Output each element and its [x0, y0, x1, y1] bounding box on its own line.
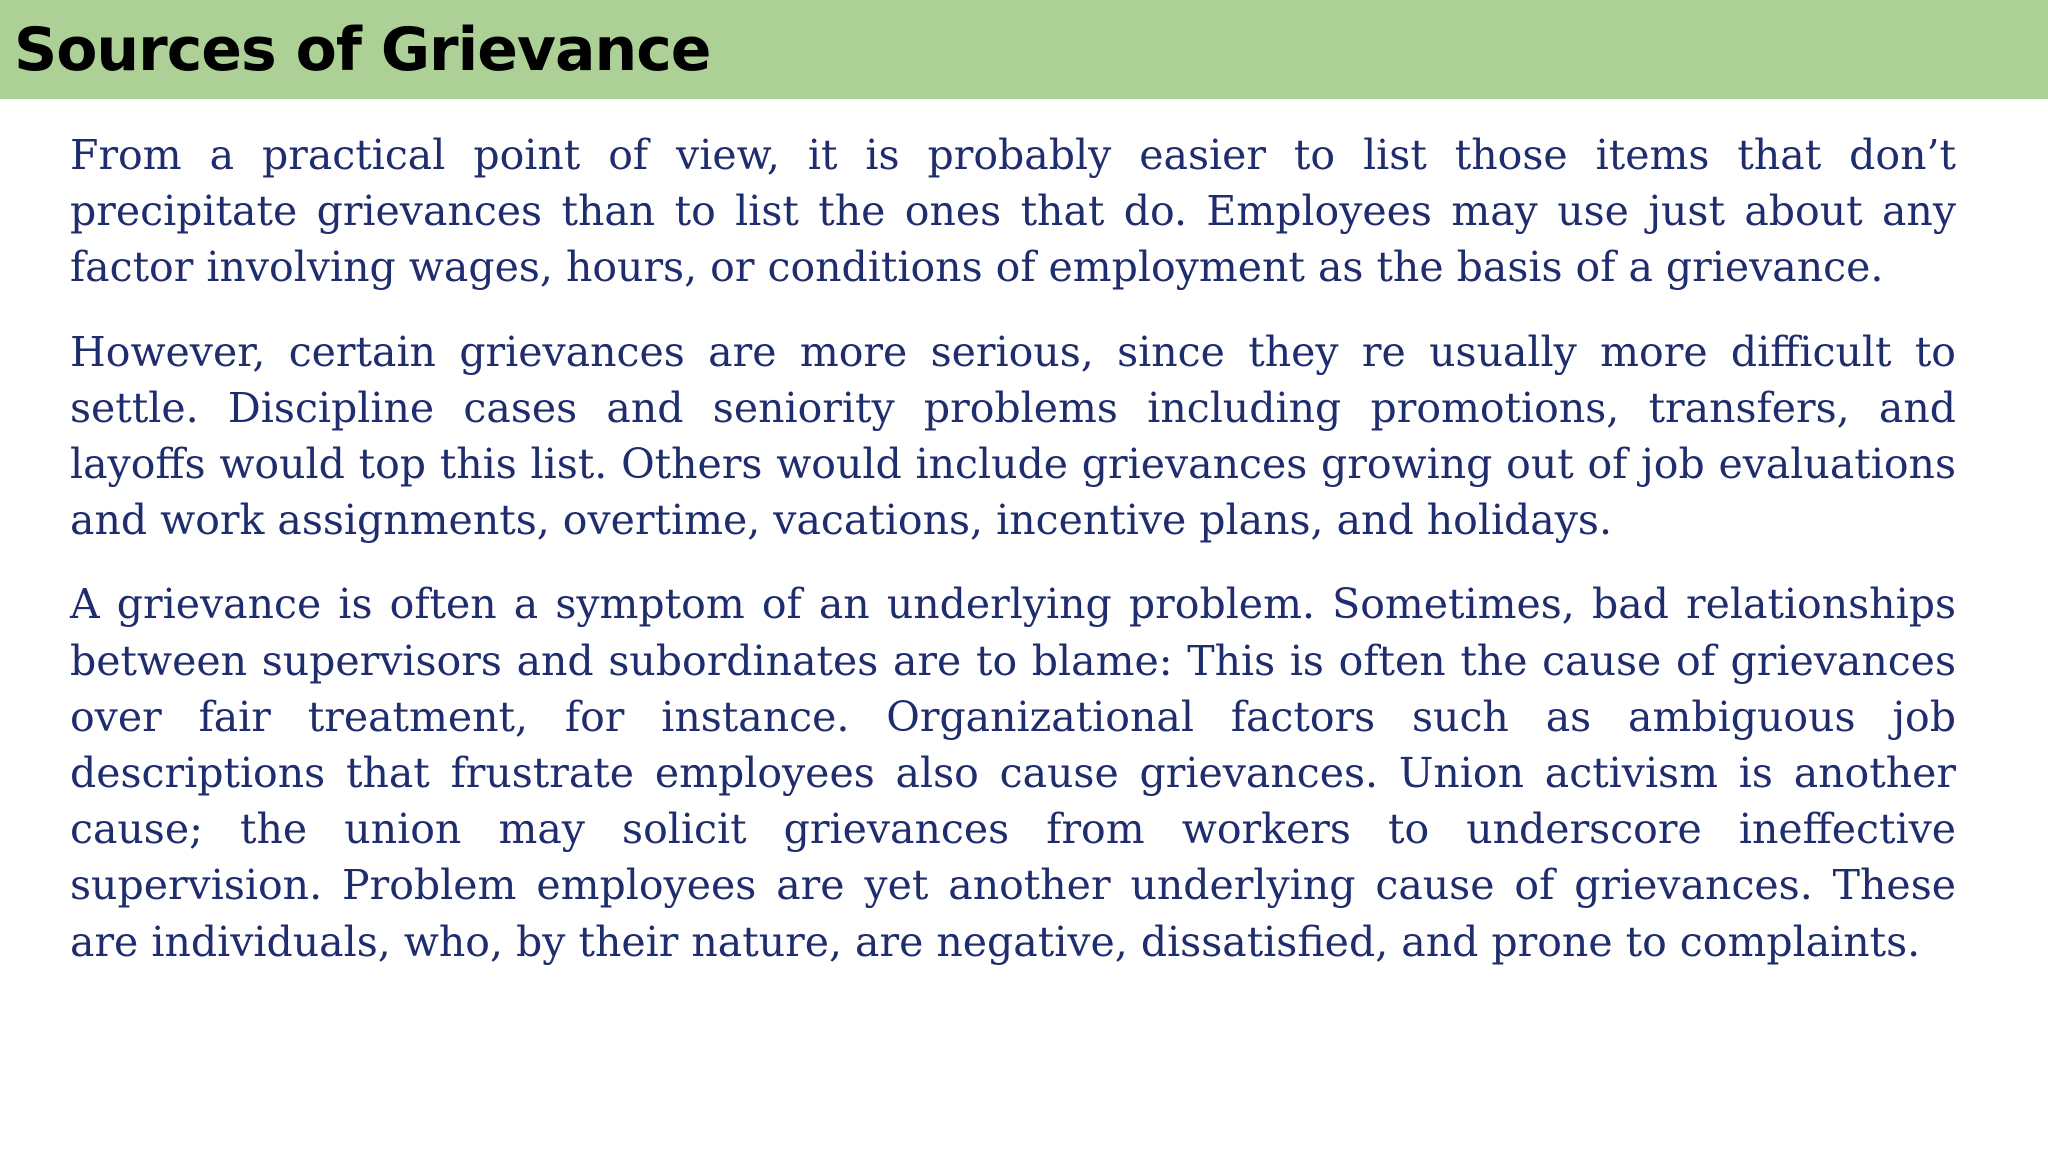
- slide-body: [70, 127, 1956, 970]
- slide-title: Sources of Grievance: [14, 15, 711, 85]
- title-bar: [0, 0, 2048, 99]
- paragraph-practical-view: From a practical point of view, it is probably easier to list those items that don’t precipitate grievances than to list the ones that do. Employees may use just about any factor involving wages, hours, or conditions of employment as the basis of a grievance.: [70, 131, 1956, 292]
- paragraph-underlying-problem: A grievance is often a symptom of an underlying problem. Sometimes, bad relationships between supervisors and subordinates are to blame: This is often the cause of grievances over fair treatment, for instance. Organizational factors such as ambiguous job descriptions that frustrate employees also cause grievances. Union activism is another cause; the union may solicit grievances from workers to underscore ineffective supervision. Problem employees are yet another underlying cause of grievances. These are individuals, who, by their nature, are negative, dissatisfied, and prone to complaints.: [70, 580, 1956, 966]
- paragraph-serious-grievances: However, certain grievances are more serious, since they re usually more difficult to settle. Discipline cases and seniority problems including promotions, transfers, and layoffs would top this list. Others would include grievances growing out of job evaluations and work assignments, overtime, vacations, incentive plans, and holidays.: [70, 327, 1956, 545]
